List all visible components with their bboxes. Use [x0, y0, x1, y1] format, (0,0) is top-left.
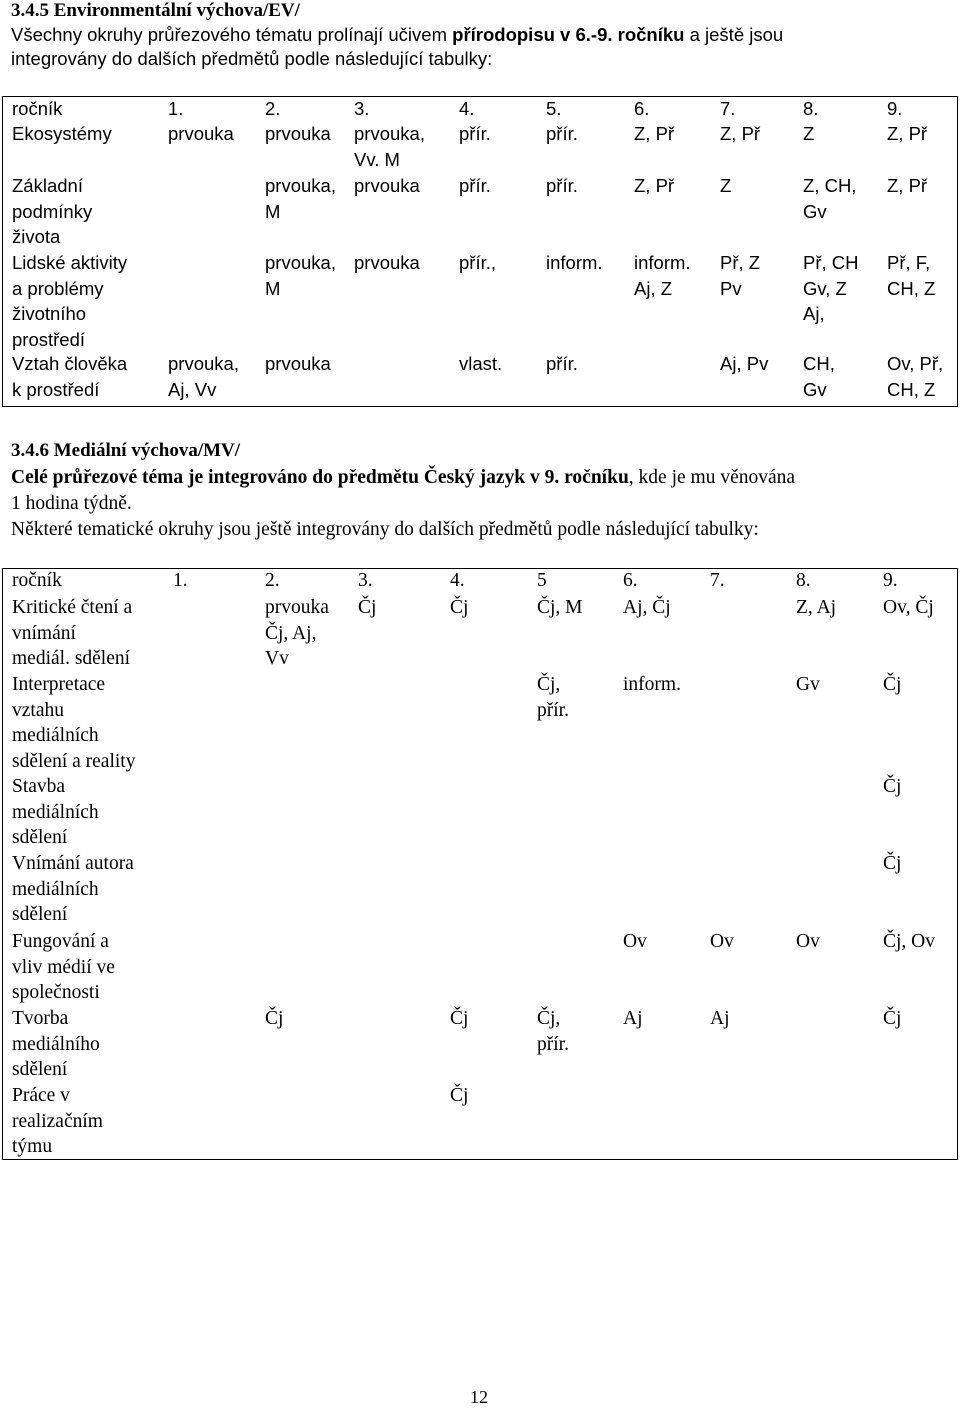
table-cell: Čj — [450, 1008, 469, 1029]
table-header-cell: 1. — [168, 98, 184, 119]
mv-line1-bold: Celé průřezové téma je integrováno do předmětu Český jazyk v 9. ročníku — [11, 467, 629, 488]
table-row-label: Kritické čtení a vnímání mediál. sdělení — [12, 597, 133, 669]
table-cell: prvouka Čj, Aj, Vv — [265, 597, 329, 669]
table-row-label: Fungování a vliv médií ve společnosti — [12, 931, 115, 1003]
table-cell: Z, Př — [720, 123, 761, 144]
table-cell: přír. — [546, 353, 578, 374]
table-row-label: Vztah člověka k prostředí — [12, 353, 128, 400]
table-header-cell: 2. — [265, 570, 280, 591]
table-cell: Z — [720, 175, 732, 196]
table-cell: prvouka — [168, 123, 234, 144]
intro-text-a: Všechny okruhy průřezového tématu prolínají učivem — [11, 24, 453, 45]
table-cell: přír. — [459, 123, 491, 144]
table-cell: prvouka, Vv. M — [354, 123, 425, 170]
table-header-cell: 6. — [623, 570, 638, 591]
table-cell: Čj, M — [537, 597, 583, 618]
table-cell: Ov — [623, 931, 647, 952]
table-cell: Čj, Ov — [883, 931, 936, 952]
section-mv-line3: Některé tematické okruhy jsou ještě integrovány do dalších předmětů podle následující tabulky: — [11, 519, 759, 540]
table-cell: prvouka — [265, 123, 331, 144]
table-cell: prvouka, M — [265, 175, 336, 222]
table-cell: Čj — [450, 1085, 469, 1106]
table-cell: CH, Gv — [803, 353, 835, 400]
table-cell: prvouka — [354, 175, 420, 196]
table-cell: Aj, Čj — [623, 597, 671, 618]
table-row-label: Stavba mediálních sdělení — [12, 776, 99, 848]
table-header-cell: 1. — [173, 570, 188, 591]
page-number: 12 — [470, 1387, 488, 1407]
table-ev — [2, 96, 958, 407]
table-header-cell: 8. — [796, 570, 811, 591]
table-cell: inform. — [623, 674, 681, 695]
intro-text-b: přírodopisu v 6.-9. ročníku — [452, 24, 685, 45]
table-cell: přír. — [546, 175, 578, 196]
table-cell: Aj — [623, 1008, 643, 1029]
table-header-cell: 7. — [710, 570, 725, 591]
table-cell: Z, CH, Gv — [803, 175, 857, 222]
table-cell: Čj — [265, 1008, 284, 1029]
table-cell: Čj — [450, 597, 469, 618]
table-cell: Aj, Pv — [720, 353, 769, 374]
section-mv-line2: 1 hodina týdně. — [11, 493, 132, 514]
table-cell: Čj, přír. — [537, 674, 569, 721]
table-cell: Čj — [883, 853, 902, 874]
table-cell: Čj — [883, 674, 902, 695]
table-header-cell: 5 — [537, 570, 547, 591]
table-cell: Čj — [883, 1008, 902, 1029]
table-cell: prvouka — [354, 252, 420, 273]
table-cell: inform. — [546, 252, 603, 273]
table-cell: Z, Př — [634, 123, 675, 144]
table-header-cell: 4. — [450, 570, 465, 591]
table-cell: Z, Př — [887, 175, 928, 196]
intro-text-c: a ještě jsou — [684, 24, 784, 45]
table-row-label: Základní podmínky života — [12, 175, 93, 247]
table-cell: Př, CH Gv, Z Aj, — [803, 252, 859, 324]
mv-line1-rest: , kde je mu věnována — [628, 467, 796, 488]
table-cell: Ov — [710, 931, 734, 952]
section-ev-intro-line1 — [11, 24, 783, 46]
table-cell: prvouka, M — [265, 252, 336, 299]
table-cell: inform. Aj, Z — [634, 252, 691, 299]
table-cell: Gv — [796, 674, 820, 695]
table-cell: vlast. — [459, 353, 503, 374]
table-cell: přír. — [546, 123, 578, 144]
table-header-cell: 9. — [887, 98, 903, 119]
table-cell: Čj, přír. — [537, 1008, 569, 1055]
table-header-cell: 8. — [803, 98, 819, 119]
table-row-label: Tvorba mediálního sdělení — [12, 1008, 100, 1080]
table-cell: Z — [803, 123, 815, 144]
section-ev-heading: 3.4.5 Environmentální výchova/EV/ — [11, 0, 300, 21]
table-cell: Aj — [710, 1008, 730, 1029]
table-row-label: Interpretace vztahu mediálních sdělení a reality — [12, 674, 136, 772]
table-header-cell: 7. — [720, 98, 736, 119]
table-mv — [2, 568, 958, 1160]
table-header-cell: 2. — [265, 98, 281, 119]
table-header-cell: ročník — [12, 570, 62, 591]
table-header-cell: 5. — [546, 98, 562, 119]
table-header-cell: 3. — [358, 570, 373, 591]
table-row-label: Ekosystémy — [12, 123, 112, 144]
table-header-cell: 3. — [354, 98, 370, 119]
section-mv-line1 — [11, 467, 795, 489]
table-row-label: Vnímání autora mediálních sdělení — [12, 853, 134, 925]
table-cell: Z, Př — [887, 123, 928, 144]
table-header-cell: 4. — [459, 98, 475, 119]
table-row-label: Lidské aktivity a problémy životního prostředí — [12, 252, 128, 350]
table-row-label: Práce v realizačním týmu — [12, 1085, 103, 1157]
table-cell: Ov, Čj — [883, 597, 934, 618]
table-cell: přír. — [459, 175, 491, 196]
section-mv-heading: 3.4.6 Mediální výchova/MV/ — [11, 440, 241, 461]
table-cell: Př, Z Pv — [720, 252, 761, 299]
table-header-cell: 6. — [634, 98, 650, 119]
table-cell: Př, F, CH, Z — [887, 252, 936, 299]
table-cell: přír., — [459, 252, 497, 273]
section-ev-intro-line2: integrovány do dalších předmětů podle následující tabulky: — [11, 48, 493, 69]
table-cell: prvouka, Aj, Vv — [168, 353, 239, 400]
table-cell: Z, Př — [634, 175, 675, 196]
table-cell: Čj — [883, 776, 902, 797]
table-cell: Ov, Př, CH, Z — [887, 353, 944, 400]
table-header-cell: ročník — [12, 98, 63, 119]
table-cell: Z, Aj — [796, 597, 837, 618]
table-cell: Ov — [796, 931, 820, 952]
table-cell: Čj — [358, 597, 377, 618]
table-cell: prvouka — [265, 353, 331, 374]
table-header-cell: 9. — [883, 570, 898, 591]
